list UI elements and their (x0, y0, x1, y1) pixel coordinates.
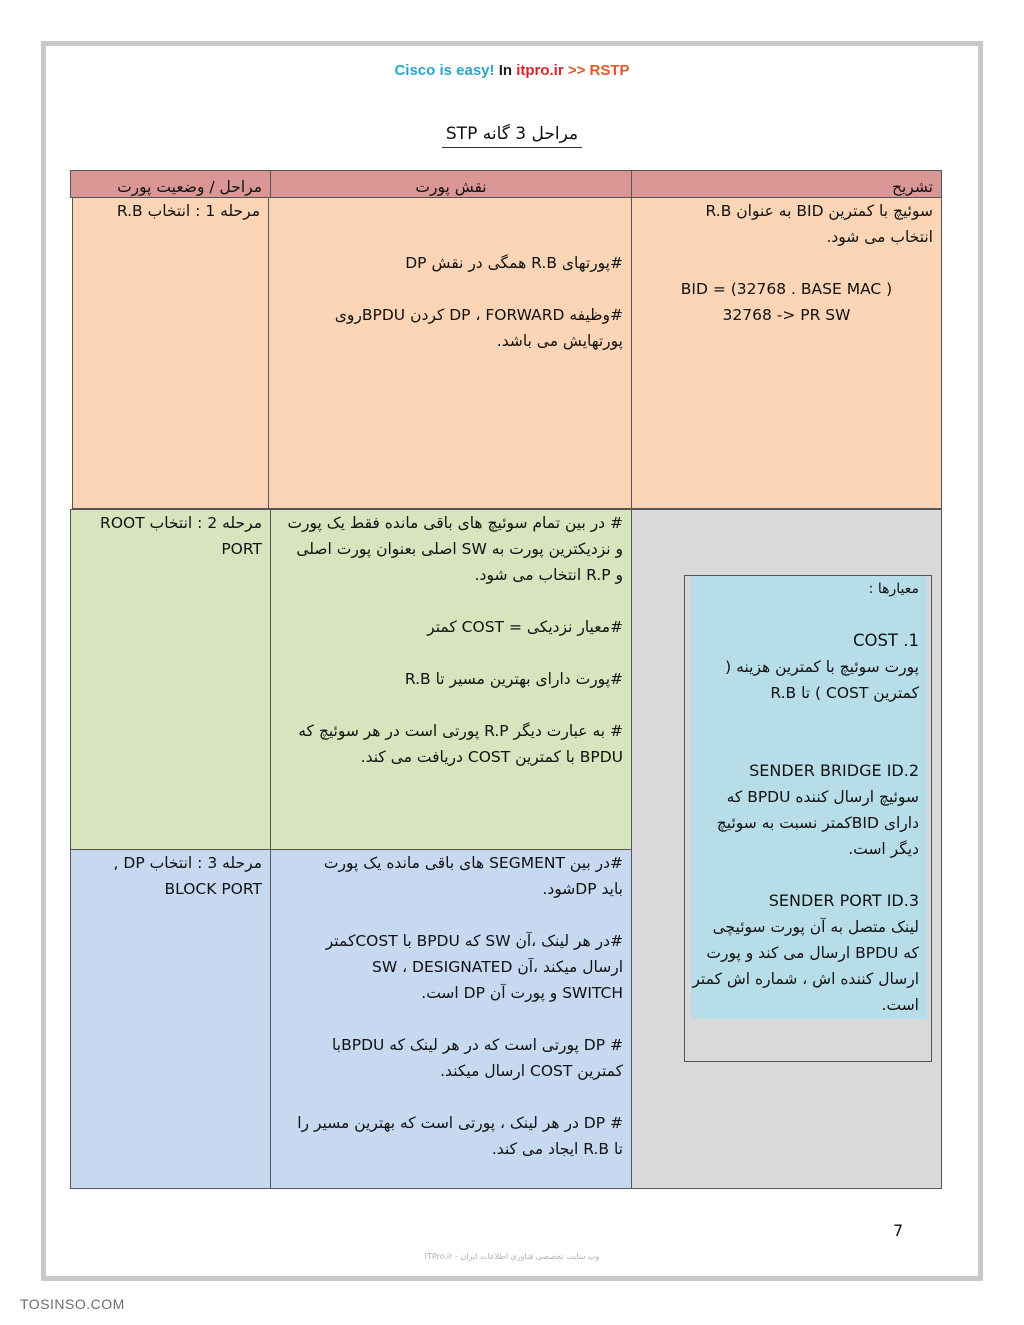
criteria-line: دیگر است. (848, 840, 919, 858)
criteria-spacer (699, 732, 919, 758)
row1-stage-line: مرحله 1 : انتخاب R.B (116, 202, 260, 220)
page-frame-left (41, 41, 46, 1281)
criteria-spacer (699, 602, 919, 628)
row2-role-line: # به عبارت دیگر R.P پورتی است در هر سوئیچ که (298, 722, 623, 740)
row3-role-line: #در بین SEGMENT های باقی مانده یک پورت (323, 854, 623, 872)
header-desc-cell (631, 170, 942, 198)
row3-stage-line: مرحله 3 : انتخاب DP , (113, 854, 262, 872)
header-role-label: نقش پورت (415, 178, 487, 196)
row3-role-spacer (279, 1084, 623, 1110)
page-frame-bottom (41, 1276, 983, 1281)
row1-stage-cell (72, 197, 269, 509)
row2-stage-line: مرحله 2 : انتخاب ROOT (100, 514, 262, 532)
header-desc-label: تشریح (891, 178, 933, 196)
row2-role-line: و R.P انتخاب می شود. (474, 566, 623, 584)
row2-stage-line: PORT (221, 540, 262, 558)
page-title: مراحل 3 گانه STP (442, 124, 582, 148)
header-in-text: In (498, 62, 517, 79)
criteria-line: ارسال کننده اش ، شماره اش کمتر (692, 970, 919, 988)
row1-role-line: #پورتهای R.B همگی در نقش DP (405, 254, 623, 272)
row3-stage-cell (70, 849, 271, 1189)
row3-role-line: SWITCH و پورت آن DP است. (421, 984, 623, 1002)
criteria-line: لینک متصل به آن پورت سوئیچی (712, 918, 919, 936)
row2-role-cell (270, 509, 632, 850)
row3-role-line: #در هر لینک ،آن SW که BPDU با COSTکمتر (325, 932, 623, 950)
row3-role-line: # DP در هر لینک ، پورتی است که بهترین مسیر را (297, 1114, 623, 1132)
row1-desc-line: سوئیچ با کمترین BID به عنوان R.B (705, 202, 933, 220)
header-rstp-text: >> RSTP (563, 62, 630, 79)
row1-desc-spacer (640, 250, 933, 276)
row3-role-line: کمترین COST ارسال میکند. (440, 1062, 623, 1080)
row3-role-line: # DP پورتی است که در هر لینک که BPDUبا (332, 1036, 623, 1054)
page-title-wrap (0, 124, 1024, 148)
watermark: TOSINSO.COM (20, 1296, 125, 1312)
row2-role-line: # در بین تمام سوئیچ های باقی مانده فقط یک پورت (287, 514, 623, 532)
criteria-line: پورت سوئیچ با کمترین هزینه ( (725, 658, 919, 676)
row1-role-line: #وظیفه DP ، FORWARD کردن BPDUروی (334, 306, 623, 324)
criteria-line: SENDER BRIDGE ID.2 (749, 761, 919, 780)
row2-role-spacer (279, 588, 623, 614)
row2-role-line: BPDU با کمترین COST دریافت می کند. (360, 748, 623, 766)
row2-role-spacer (279, 692, 623, 718)
row2-stage-cell (70, 509, 271, 850)
row2-role-spacer (279, 640, 623, 666)
row3-role-line: تا R.B ایجاد می کند. (491, 1140, 623, 1158)
page-frame-right (978, 41, 983, 1281)
row1-desc-line: انتخاب می شود. (826, 228, 933, 246)
header-stage-cell (70, 170, 271, 198)
row3-stage-line: BLOCK PORT (164, 880, 262, 898)
criteria-line: دارای BIDکمتر نسبت به سوئیچ (716, 814, 919, 832)
criteria-line: سوئیچ ارسال کننده BPDU که (726, 788, 919, 806)
row2-role-line: و نزدیکترین پورت به SW اصلی بعنوان پورت اصلی (296, 540, 623, 558)
header-role-cell (270, 170, 632, 198)
header-site-text: itpro.ir (516, 62, 564, 79)
page-number: 7 (893, 1221, 904, 1240)
row1-role-spacer (277, 276, 623, 302)
header-cisco-text: Cisco is easy! (394, 62, 499, 79)
row3-role-spacer (279, 1006, 623, 1032)
criteria-line: است. (881, 996, 919, 1014)
criteria-heading: معیارها : (868, 581, 919, 597)
criteria-line: COST .1 (852, 631, 919, 650)
row3-role-line: ارسال میکند ،آن SW ، DESIGNATED (372, 958, 623, 976)
row1-desc-cell (631, 197, 942, 509)
row3-role-spacer (279, 902, 623, 928)
row1-role-line: پورتهایش می باشد. (496, 332, 623, 350)
criteria-spacer (699, 706, 919, 732)
row2-role-line: #معیار نزدیکی = COST کمتر (427, 618, 623, 636)
criteria-text-box (691, 576, 927, 1019)
row3-role-line: باید DPشود. (542, 880, 623, 898)
page-frame-top (41, 41, 983, 46)
page-header (0, 62, 1024, 79)
row2-role-line: #پورت دارای بهترین مسیر تا R.B (404, 670, 623, 688)
row1-desc-priority: 32768 -> PR SW (722, 306, 851, 324)
criteria-line: SENDER PORT ID.3 (768, 891, 919, 910)
header-stage-label: مراحل / وضعیت پورت (117, 178, 262, 196)
row3-role-cell (270, 849, 632, 1189)
criteria-spacer (699, 862, 919, 888)
criteria-line: که BPDU ارسال می کند و پورت (706, 944, 919, 962)
criteria-line: کمترین COST ) تا R.B (770, 684, 919, 702)
row1-desc-bid-formula: BID = (32768 . BASE MAC ) (680, 280, 893, 298)
page-footer: ITPro.ir - وب سایت تخصصی فناوری اطلاعات ایران (424, 1252, 600, 1261)
row1-role-cell (268, 197, 632, 509)
